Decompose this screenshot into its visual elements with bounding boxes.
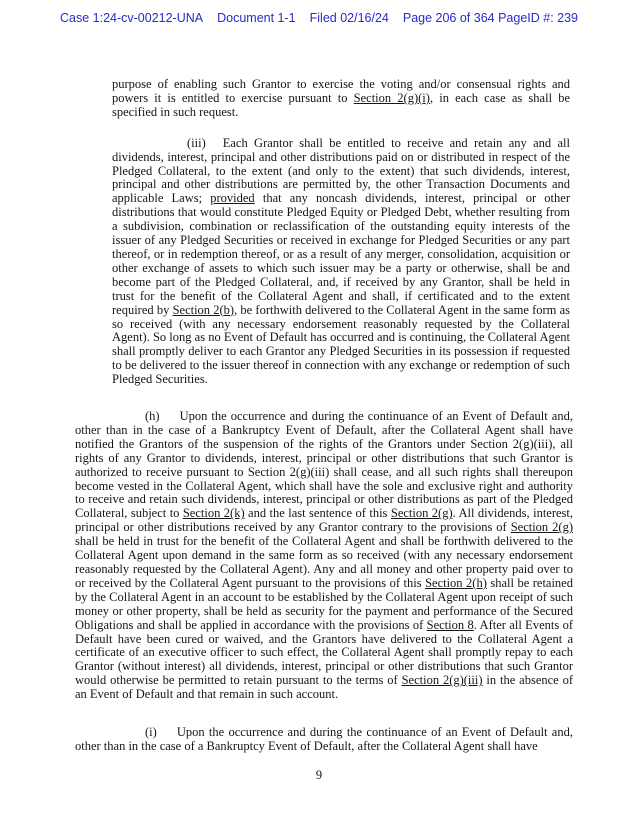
text-run: in the absence of an Event of Default and that remain in such account. [75, 673, 573, 702]
paragraph-label: (h) [145, 409, 160, 424]
text-run: , be forthwith delivered to the Collateral Agent in the same form as so received (with any necessary endorsement reasonably requested by the Collateral Agent). So long as no Event of Default has occurred and is continuing, the Collateral Agent shall promptly deliver to each Grantor any Pledged Securities in its possession if requested to be delivered to the issuer thereof in connection with any exchange or redemption of such Pledged Securities. [112, 302, 570, 387]
section-reference: Section 2(g) [390, 506, 453, 521]
section-reference: Section 2(g) [510, 520, 573, 535]
filed-date: Filed 02/16/24 [309, 11, 389, 25]
case-number: Case 1:24-cv-00212-UNA [59, 11, 204, 25]
text-run: and the last sentence of this [244, 506, 391, 521]
paragraph-i [75, 726, 573, 754]
text-run: , in each case as shall be specified in such request. [112, 90, 571, 119]
page-number: 9 [315, 768, 323, 782]
page-id: Page 206 of 364 PageID #: 239 [402, 11, 578, 25]
paragraph-text [75, 409, 573, 701]
section-reference: Section 2(b) [172, 302, 235, 317]
text-run: . After all Events of Default have been cured or waived, and the Grantors have delivered to the Collateral Agent a certificate of an executive officer to such effect, the Collateral Agent shall promptly repay to each Grantor (without interest) all dividends, interest, principal or other distributions that such Grantor would otherwise be permitted to retain pursuant to the terms of [75, 617, 573, 688]
section-reference: provided [210, 191, 255, 206]
section-reference: Section 2(h) [425, 575, 487, 590]
paragraph-label: (i) [145, 725, 157, 740]
section-reference: Section 2(g)(i) [353, 90, 430, 105]
paragraph-text [112, 77, 570, 119]
section-reference: Section 2(g)(iii) [401, 673, 483, 688]
paragraph-text [112, 136, 570, 386]
paragraph-continuation [112, 78, 570, 120]
text-run: Each Grantor shall be entitled to receive and retain any and all dividends, interest, principal and other distributions paid on or distributed in respect of the Pledged Collateral, to the extent (and only to the extent) that such dividends, interest, principal and other distributions are permitted by, the other Transaction Documents and applicable Laws; [112, 135, 570, 206]
text-run: shall be held in trust for the benefit of the Collateral Agent and shall be forthwith delivered to the Collateral Agent upon demand in the same form as so received (with any necessary endorsement reasonably requested by the Collateral Agent). Any and all money and other property paid over to or received by the Collateral Agent pursuant to the provisions of this [75, 534, 573, 590]
text-run: Upon the occurrence and during the continuance of an Event of Default and, other than in the case of a Bankruptcy Event of Default, after the Collateral Agent shall have [75, 725, 573, 753]
paragraph-label: (iii) [187, 135, 206, 150]
text-run: purpose of enabling such Grantor to exercise the voting and/or consensual rights and powers it is entitled to exercise pursuant to [112, 77, 570, 105]
case-stamp [40, 11, 598, 25]
section-reference: Section 2(k) [182, 506, 245, 521]
text-run: shall be retained by the Collateral Agent in an account to be established by the Collateral Agent upon receipt of such money or other property, shall be held as security for the payment and performance of the Secured Obligations and shall be applied in accordance with the provisions of [75, 575, 573, 632]
document-body [75, 78, 573, 754]
text-run: . All dividends, interest, principal or other distributions received by any Grantor contrary to the provisions of [75, 506, 574, 535]
text-run: that any noncash dividends, interest, principal or other distributions that would constitute Pledged Equity or Pledged Debt, whether resulting from a subdivision, combination or reclassification of the outstanding equity interests of the issuer of any Pledged Securities or received in exchange for Pledged Securities or any part thereof, or in redemption thereof, or as a result of any merger, consolidation, acquisition or other exchange of assets to which such issuer may be a party or otherwise, shall be and become part of the Pledged Collateral, and, if received by any Grantor, shall be held in trust for the benefit of the Collateral Agent and shall, if certificated and to the extent required by [112, 191, 570, 317]
document-number: Document 1-1 [217, 11, 296, 25]
section-reference: Section 8 [426, 617, 474, 632]
text-run: Upon the occurrence and during the continuance of an Event of Default and, other than in the case of a Bankruptcy Event of Default, after the Collateral Agent shall have notified the Grantors of the suspension of the rights of the Grantors under Section 2(g)(iii), all rights of any Grantor to dividends, interest, principal or other distributions that such Grantor is authorized to receive pursuant to Section 2(g)(iii) shall cease, and all such rights shall thereupon become vested in the Collateral Agent, which shall have the sole and exclusive right and authority to receive and retain such dividends, interest, principal or other distributions as part of the Pledged Collateral, subject to [75, 409, 573, 521]
paragraph-iii [112, 137, 570, 387]
paragraph-h [75, 410, 573, 702]
